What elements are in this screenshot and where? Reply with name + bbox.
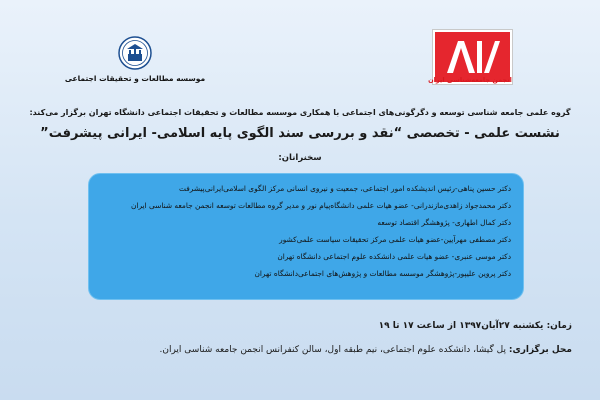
venue-value: پل گیشا، دانشکده علوم اجتماعی، نیم طبقه اول، سالن کنفرانس انجمن جامعه شناسی ایران. xyxy=(159,345,506,355)
speakers-list xyxy=(101,180,511,282)
event-time xyxy=(379,321,572,331)
speaker-item: دکتر موسی عنبری- عضو هیات علمی دانشکده علوم اجتماعی دانشگاه تهران xyxy=(277,252,511,261)
time-value: یکشنبه ۲۷آبان۱۳۹۷ از ساعت ۱۷ تا ۱۹ xyxy=(378,321,544,331)
speaker-item: دکتر مصطفی مهرآیین-عضو هیات علمی مرکز تحقیقات سیاست علمی‌کشور xyxy=(279,235,511,244)
speaker-item: دکتر محمدجواد زاهدی‌مازندرانی- عضو هیات علمی دانشگاه‌پیام نور و مدیر گروه مطالعات توسعه انجمن جامعه شناسی ایران xyxy=(130,201,511,210)
venue-label: محل برگزاری: xyxy=(508,345,572,355)
speaker-item: دکتر پروین علیپور-پژوهشگر موسسه مطالعات و پژوهش‌های اجتماعی‌دانشگاه تهران xyxy=(254,269,511,278)
speakers-heading: سخنرانان: xyxy=(278,153,322,163)
isa-logo-mark xyxy=(444,37,502,77)
university-of-tehran-emblem-icon xyxy=(118,36,152,70)
event-title: نشست علمی - تخصصی “نقد و بررسی سند الگوی پایه اسلامی- ایرانی پیشرفت” xyxy=(40,126,560,141)
intro-text: گروه علمی جامعه شناسی توسعه و دگرگونی‌های اجتماعی با همکاری موسسه مطالعات و تحقیقات اجتماعی دانشگاه تهران برگزار می‌کند: xyxy=(29,108,571,117)
time-label: زمان: xyxy=(546,321,572,331)
event-venue xyxy=(159,345,572,355)
institute-caption: موسسه مطالعات و تحقیقات اجتماعی xyxy=(64,74,206,83)
speakers-list-box xyxy=(88,173,524,300)
speaker-item: دکتر حسین پناهی-رئیس اندیشکده امور اجتماعی، جمعیت و نیروی انسانی مرکز الگوی اسلامی‌ایرانی‌پیشرفت xyxy=(178,184,511,193)
speaker-item: دکتر کمال اطهاری- پژوهشگر اقتصاد توسعه xyxy=(377,218,511,227)
association-caption: انجمن جامعه‌شناسی ایران xyxy=(428,76,512,84)
